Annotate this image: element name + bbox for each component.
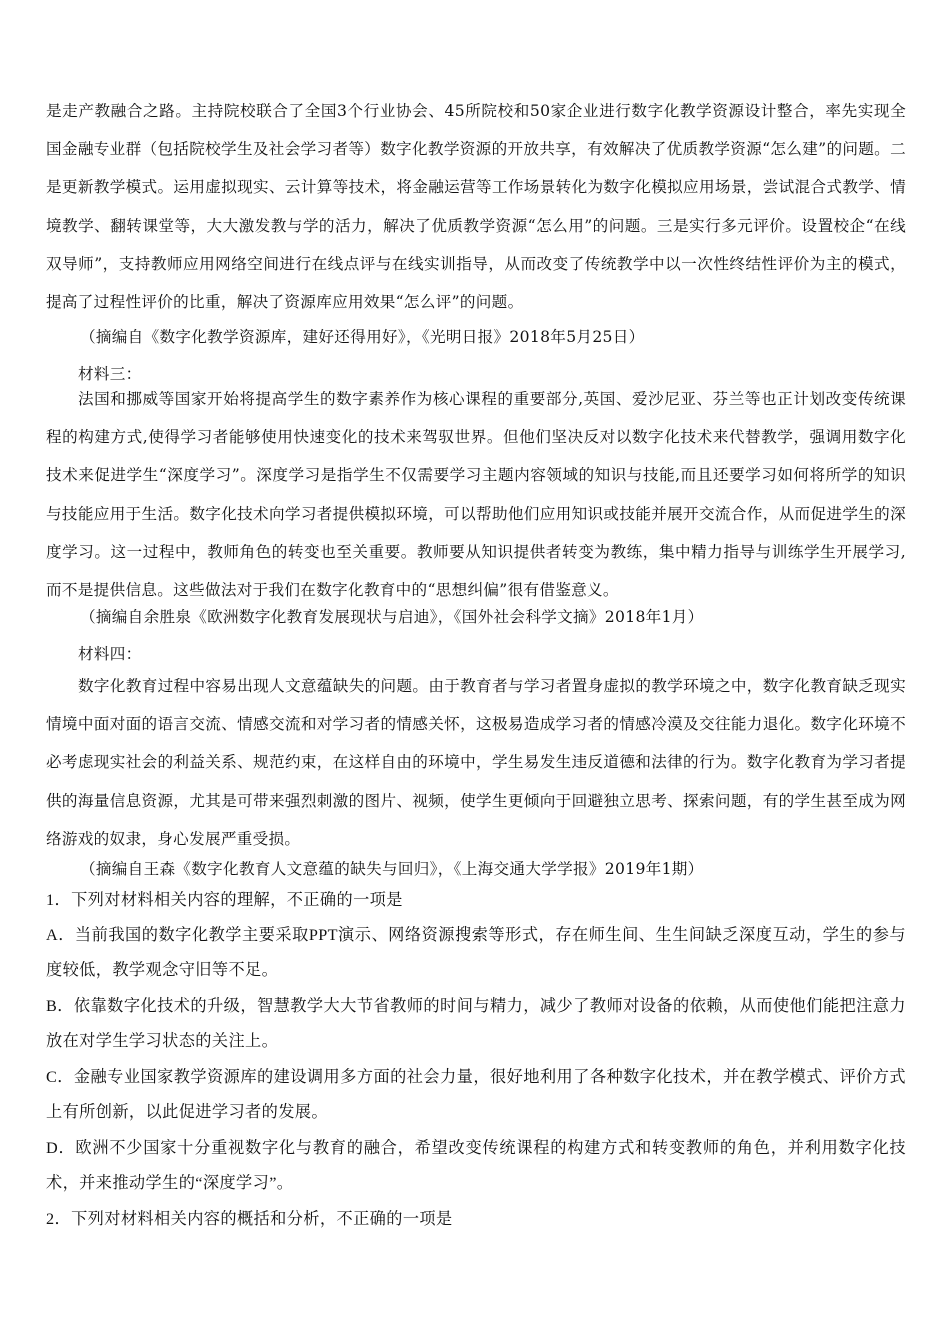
material4-body: 数字化教育过程中容易出现人文意蕴缺失的问题。由于教育者与学习者置身虚拟的教学环境之中，数字化教育缺乏现实情境中面对面的语言交流、情感交流和对学习者的情感关怀，这极易造成学习者的情感冷漠及交往能力退化。数字化环境不必考虑现实社会的利益关系、规范约束，在这样自由的环境中，学生易发生违反道德和法律的行为。数字化教育为学习者提供的海量信息资源，尤其是可带来强烈刺激的图片、视频，使学生更倾向于回避独立思考、探索问题，有的学生甚至成为网络游戏的奴隶，身心发展严重受损。 [46, 677, 906, 848]
material4-source: （摘编自王森《数字化教育人文意蕴的缺失与回归》，《上海交通大学学报》2019年1期） [80, 860, 704, 878]
question1-option-b: B．依靠数字化技术的升级，智慧教学大大节省教师的时间与精力，减少了教师对设备的依赖，从而使他们能把注意力放在对学生学习状态的关注上。 [46, 997, 906, 1051]
material3-source: （摘编自余胜泉《欧洲数字化教育发展现状与启迪》，《国外社会科学文摘》2018年1月） [80, 608, 704, 626]
question1-option-d: D．欧洲不少国家十分重视数字化与教育的融合，希望改变传统课程的构建方式和转变教师的角色，并利用数字化技术，并来推动学生的“深度学习”。 [46, 1139, 906, 1193]
material3-body: 法国和挪威等国家开始将提高学生的数字素养作为核心课程的重要部分,英国、爱沙尼亚、芬兰等也正计划改变传统课程的构建方式,使得学习者能够使用快速变化的技术来驾驭世界。但他们坚决反对以数字化技术来代替教学，强调用数字化技术来促进学生“深度学习”。深度学习是指学生不仅需要学习主题内容领域的知识与技能,而且还要学习如何将所学的知识与技能应用于生活。数字化技术向学习者提供模拟环境，可以帮助他们应用知识或技能并展开交流合作，从而促进学生的深度学习。这一过程中，教师角色的转变也至关重要。教师要从知识提供者转变为教练，集中精力指导与训练学生开展学习,而不是提供信息。这些做法对于我们在数字化教育中的“思想纠偏”很有借鉴意义。 [46, 390, 906, 600]
material2-source: （摘编自《数字化教学资源库，建好还得用好》，《光明日报》2018年5月25日） [80, 328, 645, 346]
material3-label: 材料三： [78, 365, 142, 383]
question1-option-c: C．金融专业国家教学资源库的建设调用多方面的社会力量，很好地利用了各种数字化技术，并在教学模式、评价方式上有所创新，以此促进学习者的发展。 [46, 1068, 906, 1122]
question2-stem: 2．下列对材料相关内容的概括和分析，不正确的一项是 [46, 1210, 453, 1228]
question1-stem: 1．下列对材料相关内容的理解，不正确的一项是 [46, 891, 403, 909]
question1-option-a: A．当前我国的数字化教学主要采取PPT演示、网络资源搜索等形式，存在师生间、生生间缺乏深度互动，学生的参与度较低，教学观念守旧等不足。 [46, 926, 906, 980]
material2-body: 是走产教融合之路。主持院校联合了全国3个行业协会、45所院校和50家企业进行数字化教学资源设计整合，率先实现全国金融专业群（包括院校学生及社会学习者等）数字化教学资源的开放共享，有效解决了优质教学资源“怎么建”的问题。二是更新教学模式。运用虚拟现实、云计算等技术，将金融运营等工作场景转化为数字化模拟应用场景，尝试混合式教学、情境教学、翻转课堂等，大大激发教与学的活力，解决了优质教学资源“怎么用”的问题。三是实行多元评价。设置校企“在线双导师”，支持教师应用网络空间进行在线点评与在线实训指导，从而改变了传统教学中以一次性终结性评价为主的模式，提高了过程性评价的比重，解决了资源库应用效果“怎么评”的问题。 [46, 102, 906, 312]
material4-label: 材料四： [78, 645, 142, 663]
